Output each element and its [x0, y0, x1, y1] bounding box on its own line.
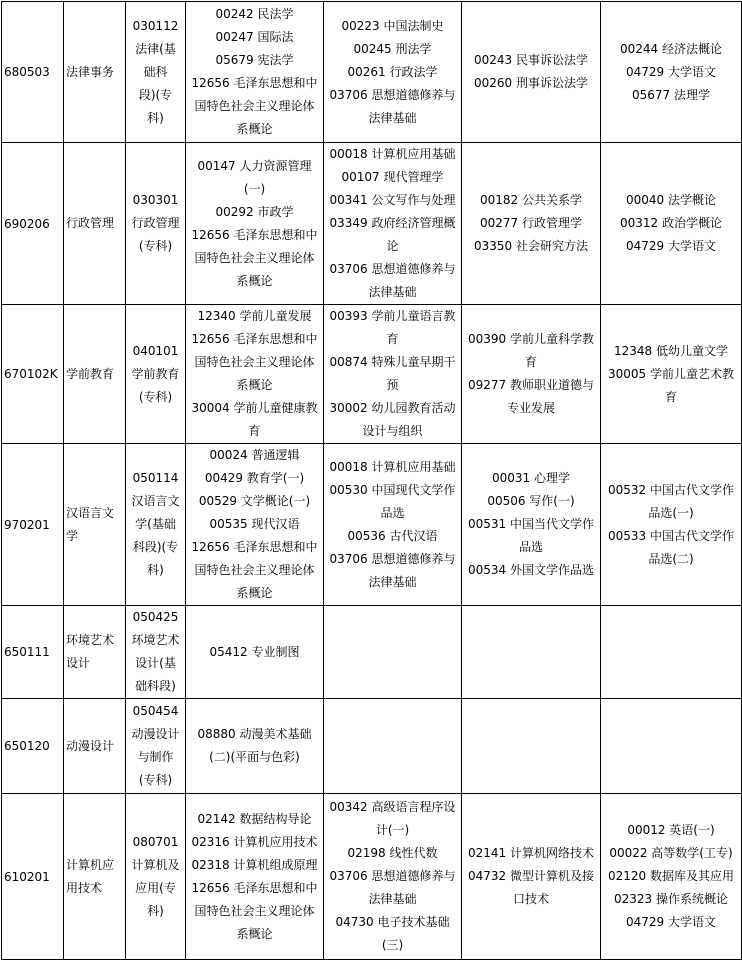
cell-line: 国特色社会主义理论体	[194, 250, 315, 265]
courses-col-1-cell	[186, 444, 324, 606]
courses-col-1-cell	[186, 143, 324, 305]
courses-col-3-cell	[462, 143, 601, 305]
major-name-cell	[64, 794, 126, 960]
cell-line: 学	[66, 528, 79, 543]
courses-col-3-cell	[462, 2, 601, 143]
cell-line: 科)	[147, 903, 164, 918]
cell-line: 00342 高级语言程序设	[329, 800, 456, 814]
cell-line: 00182 公共关系学	[480, 193, 582, 207]
cell-line: 行政管理	[131, 216, 180, 230]
cell-line: 用技术	[66, 880, 103, 895]
cell-line: 环境艺术	[66, 633, 115, 647]
cell-line: 法律基础	[368, 110, 417, 125]
cell-line: 00533 中国古代文学作	[608, 528, 734, 543]
cell-line: 050114	[132, 471, 179, 485]
cell-line: 12656 毛泽东思想和中	[191, 76, 318, 90]
cell-line: 00532 中国古代文学作	[608, 482, 734, 497]
cell-line: 汉语言文	[131, 494, 180, 508]
cell-line: 系概论	[236, 586, 273, 600]
cell-line: 科段)(专	[132, 540, 179, 554]
table-body	[2, 2, 742, 960]
major-name-cell	[64, 606, 126, 699]
cell-line: 00242 民法学	[215, 7, 294, 21]
table-row	[2, 606, 742, 699]
cell-line: 030112	[132, 18, 179, 33]
major-code-cell: 650120	[2, 699, 64, 794]
cell-line: 02141 计算机网络技术	[468, 846, 594, 860]
cell-line: 系概论	[236, 273, 273, 288]
cell-line: 00429 教育学(一)	[204, 471, 305, 485]
cell-line: 04729 大学语文	[626, 915, 716, 929]
cell-line: 00506 写作(一)	[487, 494, 575, 508]
major-code-cell: 650111	[2, 606, 64, 699]
profession-cell	[126, 699, 186, 794]
cell-line: 品选(一)	[648, 505, 694, 520]
cell-line: 00024 普通逻辑	[209, 448, 300, 462]
courses-col-4-cell	[601, 606, 742, 699]
cell-line: 学(基础	[135, 517, 176, 531]
cell-line: 02142 数据结构导论	[197, 811, 312, 826]
major-code-cell: 670102K	[2, 305, 64, 444]
cell-line: 动漫设计	[66, 738, 115, 753]
cell-line: 汉语言文	[66, 505, 115, 520]
major-code-cell: 690206	[2, 143, 64, 305]
courses-col-3-cell	[462, 444, 601, 606]
major-name-cell	[64, 143, 126, 305]
major-name-cell	[64, 2, 126, 143]
cell-line: 设计与组织	[362, 424, 423, 438]
cell-line: 育	[524, 355, 537, 369]
cell-line: 030301	[132, 193, 179, 207]
cell-line: 00529 文学概论(一)	[198, 494, 311, 508]
cell-line: 00341 公文写作与处理	[329, 193, 456, 207]
cell-line: 02318 计算机组成原理	[191, 857, 318, 872]
cell-line: 00022 高等数学(工专)	[609, 846, 733, 860]
cell-line: 育	[664, 389, 677, 404]
cell-line: 00874 特殊儿童早期干	[329, 355, 456, 369]
cell-line: 12348 低幼儿童文学	[614, 343, 728, 358]
cell-line: 国特色社会主义理论体	[194, 563, 315, 577]
cell-line: 03706 思想道德修养与	[329, 87, 456, 102]
cell-line: 应用(专	[135, 880, 176, 895]
cell-line: 00247 国际法	[215, 30, 294, 44]
cell-line: 计算机及	[131, 857, 180, 872]
cell-line: 系概论	[236, 926, 273, 941]
cell-line: (三)	[381, 938, 404, 952]
cell-line: 法律基础	[368, 574, 417, 589]
cell-line: 00147 人力资源管理	[197, 158, 312, 173]
cell-line: 法律基础	[368, 892, 417, 906]
cell-line: 12656 毛泽东思想和中	[191, 540, 318, 554]
cell-line: 00243 民事诉讼法学	[474, 53, 588, 67]
courses-col-3-cell	[462, 606, 601, 699]
profession-cell	[126, 2, 186, 143]
cell-line: 12340 学前儿童发展	[197, 309, 312, 323]
cell-line: 04730 电子技术基础	[335, 915, 450, 929]
courses-col-2-cell	[324, 143, 462, 305]
cell-line: (专科)	[138, 239, 173, 253]
profession-cell	[126, 794, 186, 960]
major-name-cell	[64, 699, 126, 794]
cell-line: 系概论	[236, 122, 273, 136]
cell-line: 00260 刑事诉讼法学	[474, 76, 588, 90]
cell-line: 育	[386, 332, 399, 346]
cell-line: 00223 中国法制史	[341, 18, 444, 33]
profession-cell	[126, 606, 186, 699]
cell-line: 05677 法理学	[632, 87, 710, 102]
cell-line: 03706 思想道德修养与	[329, 869, 456, 883]
cell-line: 00535 现代汉语	[209, 517, 300, 531]
courses-col-3-cell	[462, 699, 601, 794]
cell-line: 国特色社会主义理论体	[194, 99, 315, 113]
cell-line: 设计(基	[135, 656, 176, 670]
table-row	[2, 699, 742, 794]
cell-line: 03349 政府经济管理概	[329, 216, 456, 230]
cell-line: 04732 微型计算机及接	[468, 869, 594, 883]
cell-line: 系概论	[236, 378, 273, 392]
cell-line: 育	[248, 424, 261, 438]
cell-line: 论	[386, 239, 399, 253]
cell-line: 学前教育	[131, 366, 180, 381]
courses-col-4-cell	[601, 305, 742, 444]
cell-line: 00277 行政管理学	[480, 216, 582, 230]
cell-line: 预	[386, 378, 399, 392]
cell-line: 础科	[143, 64, 168, 79]
cell-line: 00393 学前儿童语言教	[329, 309, 456, 323]
cell-line: 08880 动漫美术基础	[197, 727, 312, 741]
cell-line: 与制作	[137, 750, 174, 764]
cell-line: 00245 刑法学	[353, 41, 432, 56]
table-row	[2, 794, 742, 960]
courses-col-2-cell	[324, 305, 462, 444]
courses-col-2-cell	[324, 606, 462, 699]
cell-line: 09277 教师职业道德与	[468, 378, 594, 392]
courses-col-4-cell	[601, 699, 742, 794]
cell-line: 科)	[147, 110, 164, 125]
cell-line: 段)(专	[138, 87, 173, 102]
cell-line: 00107 现代管理学	[341, 170, 444, 184]
cell-line: 00530 中国现代文学作	[329, 482, 456, 497]
cell-line: 05679 宪法学	[215, 53, 294, 67]
table-row	[2, 305, 742, 444]
courses-col-4-cell	[601, 444, 742, 606]
cell-line: (二)(平面与色彩)	[209, 750, 300, 764]
cell-line: 00536 古代汉语	[347, 528, 438, 543]
courses-col-4-cell	[601, 143, 742, 305]
cell-line: 00244 经济法概论	[620, 41, 722, 56]
cell-line: 30005 学前儿童艺术教	[608, 366, 734, 381]
major-code-cell: 610201	[2, 794, 64, 960]
cell-line: 00018 计算机应用基础	[329, 459, 456, 474]
cell-line: 品选	[380, 505, 405, 520]
cell-line: 国特色社会主义理论体	[194, 903, 315, 918]
courses-col-2-cell	[324, 794, 462, 960]
cell-line: 12656 毛泽东思想和中	[191, 880, 318, 895]
exam-schedule-table	[1, 1, 742, 960]
courses-col-1-cell	[186, 699, 324, 794]
courses-col-2-cell	[324, 444, 462, 606]
courses-col-2-cell	[324, 2, 462, 143]
cell-line: 04729 大学语文	[626, 64, 716, 79]
cell-line: 040101	[132, 343, 179, 358]
cell-line: 30002 幼儿园教育活动	[329, 401, 456, 415]
cell-line: 12656 毛泽东思想和中	[191, 227, 318, 242]
profession-cell	[126, 444, 186, 606]
cell-line: 02120 数据库及其应用	[608, 869, 734, 883]
cell-line: 法律事务	[66, 64, 115, 79]
cell-line: 00292 市政学	[215, 204, 294, 219]
cell-line: 行政管理	[66, 216, 115, 230]
courses-col-2-cell	[324, 699, 462, 794]
major-name-cell	[64, 305, 126, 444]
courses-col-4-cell	[601, 2, 742, 143]
cell-line: 080701	[132, 834, 179, 849]
cell-line: 00012 英语(一)	[627, 823, 715, 837]
cell-line: 设计	[66, 656, 91, 670]
cell-line: (专科)	[138, 773, 173, 787]
cell-line: 050454	[132, 704, 179, 718]
cell-line: 00534 外国文学作品选	[468, 563, 594, 577]
courses-col-1-cell	[186, 305, 324, 444]
courses-col-1-cell	[186, 794, 324, 960]
profession-cell	[126, 305, 186, 444]
cell-line: 00031 心理学	[492, 471, 570, 485]
courses-col-3-cell	[462, 305, 601, 444]
cell-line: 环境艺术	[131, 633, 180, 647]
major-name-cell	[64, 444, 126, 606]
courses-col-3-cell	[462, 794, 601, 960]
major-code-cell: 970201	[2, 444, 64, 606]
cell-line: 00312 政治学概论	[620, 216, 722, 230]
cell-line: 050425	[132, 610, 179, 624]
cell-line: 02316 计算机应用技术	[191, 834, 318, 849]
courses-col-4-cell	[601, 794, 742, 960]
courses-col-1-cell	[186, 2, 324, 143]
cell-line: 法律(基	[135, 41, 176, 56]
cell-line: 02198 线性代数	[347, 846, 438, 860]
cell-line: 05412 专业制图	[209, 644, 300, 659]
cell-line: 00531 中国当代文学作	[468, 517, 594, 531]
cell-line: 00018 计算机应用基础	[329, 147, 456, 161]
courses-col-1-cell	[186, 606, 324, 699]
cell-line: 国特色社会主义理论体	[194, 355, 315, 369]
cell-line: (专科)	[138, 389, 173, 404]
cell-line: 学前教育	[66, 366, 115, 381]
cell-line: 00040 法学概论	[626, 193, 716, 207]
cell-line: (一)	[243, 181, 266, 196]
profession-cell	[126, 143, 186, 305]
cell-line: 00390 学前儿童科学教	[468, 332, 594, 346]
cell-line: 科)	[147, 563, 164, 577]
cell-line: 03350 社会研究方法	[474, 239, 588, 253]
table-row	[2, 444, 742, 606]
cell-line: 动漫设计	[131, 727, 180, 741]
table-row	[2, 2, 742, 143]
cell-line: 品选(二)	[648, 551, 694, 566]
cell-line: 品选	[518, 540, 543, 554]
cell-line: 03706 思想道德修养与	[329, 262, 456, 276]
major-code-cell: 680503	[2, 2, 64, 143]
cell-line: 04729 大学语文	[626, 239, 716, 253]
cell-line: 法律基础	[368, 285, 417, 299]
cell-line: 计(一)	[375, 823, 410, 837]
cell-line: 口技术	[512, 892, 549, 906]
table-row	[2, 143, 742, 305]
cell-line: 计算机应	[66, 857, 115, 872]
cell-line: 12656 毛泽东思想和中	[191, 332, 318, 346]
cell-line: 00261 行政法学	[347, 64, 438, 79]
cell-line: 30004 学前儿童健康教	[191, 401, 318, 415]
cell-line: 础科段)	[135, 679, 176, 693]
cell-line: 专业发展	[506, 401, 555, 415]
cell-line: 02323 操作系统概论	[614, 892, 728, 906]
cell-line: 03706 思想道德修养与	[329, 551, 456, 566]
